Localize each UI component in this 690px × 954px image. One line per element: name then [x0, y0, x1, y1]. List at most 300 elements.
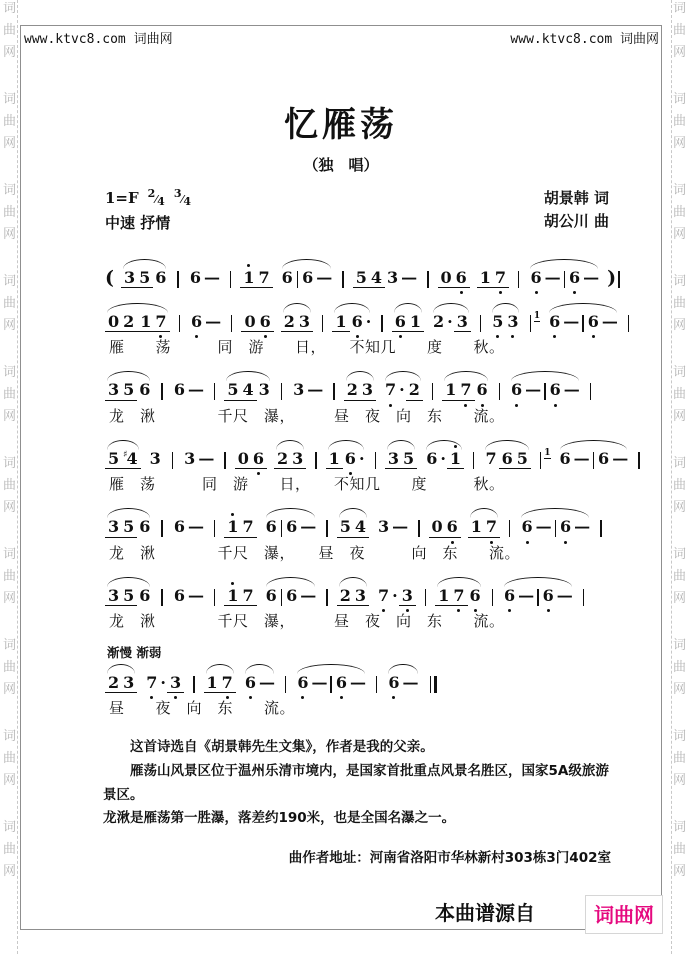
- slur-group: [281, 301, 313, 332]
- note-group: [188, 257, 221, 287]
- barline: [555, 520, 556, 537]
- note: 6: [302, 268, 314, 287]
- time-signature: 3⁄4: [173, 187, 191, 208]
- note-group: [427, 662, 437, 693]
- note: 5: [123, 380, 135, 400]
- note: 1: [449, 448, 462, 468]
- note: 1: [335, 311, 347, 331]
- note: 0: [237, 448, 249, 468]
- slur-group: [243, 662, 276, 692]
- note: 6: [351, 311, 363, 331]
- note: 0: [108, 311, 120, 331]
- note-group: [430, 369, 435, 400]
- note: 1: [140, 311, 152, 331]
- duration-dash: —: [563, 311, 580, 331]
- slur-group: [264, 506, 318, 537]
- watermark-text: 词 曲 网: [2, 820, 16, 879]
- note-group: [373, 438, 378, 469]
- beam-group: [281, 313, 313, 332]
- slur-group: [280, 257, 334, 288]
- beam-group: [337, 518, 369, 537]
- note: 6: [521, 517, 533, 537]
- dot-of-prolongation: ·: [392, 585, 398, 605]
- dot-of-prolongation: ·: [399, 380, 405, 400]
- note-group: [324, 506, 329, 537]
- watermark-text: 词 曲 网: [2, 638, 16, 697]
- watermark-text: 词 曲 网: [672, 820, 686, 879]
- note: 3: [124, 268, 136, 287]
- note: 5: [339, 517, 351, 537]
- music-system: [105, 369, 617, 425]
- lyrics-line: 雁 荡 同 游 日， 不知几 度 秋。: [109, 338, 505, 357]
- note: 3: [258, 380, 270, 400]
- slur-group: [558, 438, 630, 469]
- note: 3: [293, 380, 305, 400]
- note-group: [159, 369, 164, 400]
- note-group: [538, 438, 551, 469]
- barline: [231, 315, 232, 332]
- note-group: [478, 301, 483, 332]
- barline: [326, 520, 327, 537]
- note: 6: [281, 268, 293, 287]
- barline: [492, 589, 493, 606]
- beam-group: [442, 381, 474, 400]
- duration-dash: —: [300, 585, 317, 605]
- note: 6: [155, 268, 167, 287]
- note: 1: [445, 380, 457, 400]
- beam-group: [353, 269, 385, 288]
- note-group: [324, 575, 329, 606]
- slur-group: [332, 301, 372, 332]
- beam-group: [344, 381, 376, 400]
- note: 1: [227, 585, 239, 605]
- music-system: [105, 575, 617, 631]
- note-group: [172, 506, 205, 536]
- watermark-text: 词 曲 网: [672, 547, 686, 606]
- beam-group: [499, 450, 531, 469]
- note: 3: [123, 672, 135, 692]
- watermark-text: 词 曲 网: [672, 638, 686, 697]
- brand-badge[interactable]: 词曲网: [585, 895, 663, 934]
- barline: [473, 452, 474, 469]
- note-group: [228, 257, 233, 288]
- barline: [480, 315, 481, 332]
- duration-dash: —: [535, 517, 552, 537]
- barline: [161, 589, 162, 606]
- duration-dash: —: [525, 380, 542, 400]
- barline: [161, 383, 162, 400]
- beam-group: [105, 381, 137, 400]
- beam-group: [468, 518, 500, 537]
- watermark-text: 词 曲 网: [672, 183, 686, 242]
- note: 6: [469, 585, 481, 605]
- note-group: [212, 506, 217, 537]
- slur-group: [383, 369, 423, 400]
- barline: [583, 589, 584, 606]
- music-score: [105, 257, 629, 718]
- slur-group: [105, 438, 141, 469]
- slur-group: [386, 662, 419, 692]
- note: 6: [265, 585, 277, 605]
- barline: [193, 676, 194, 693]
- barline: [214, 589, 215, 606]
- duration-dash: —: [205, 311, 222, 331]
- barline: [333, 383, 334, 400]
- barline: [425, 589, 426, 606]
- barline: [281, 520, 282, 537]
- note: 5: [492, 311, 504, 331]
- note-group: [159, 506, 164, 537]
- watermark-text: 词 曲 网: [2, 547, 16, 606]
- note: 3: [184, 448, 196, 468]
- beam-group: [435, 587, 467, 606]
- note: 1: [470, 517, 482, 537]
- note: 6: [139, 585, 151, 605]
- beam-group: [240, 269, 272, 288]
- dot-of-prolongation: ·: [160, 672, 166, 692]
- note-group: [177, 301, 182, 332]
- barline: [376, 676, 377, 693]
- beam-group: [224, 381, 256, 400]
- beam-group: [447, 450, 464, 469]
- slur-group: [435, 575, 482, 606]
- beam-group: [105, 518, 137, 537]
- duration-dash: —: [350, 672, 367, 692]
- duration-dash: —: [544, 268, 561, 287]
- note-group: [291, 369, 324, 399]
- header-site-link-left[interactable]: www.ktvc8.com 词曲网: [24, 32, 173, 47]
- note: 7: [485, 448, 497, 468]
- note: 3: [108, 517, 120, 537]
- dot-of-prolongation: ·: [447, 311, 453, 331]
- duration-dash: —: [187, 517, 204, 537]
- note: ♯4: [123, 448, 138, 468]
- note: 1: [438, 585, 450, 605]
- note-group: [379, 301, 384, 332]
- slur-group: [392, 301, 424, 332]
- note: 6: [455, 268, 467, 287]
- duration-dash: —: [601, 311, 618, 331]
- note-group: [159, 575, 164, 606]
- song-subtitle: （独 唱）: [303, 156, 379, 174]
- duration-dash: —: [518, 585, 535, 605]
- barline: [230, 271, 231, 288]
- note: 6: [549, 311, 561, 331]
- paren: ): [607, 267, 617, 289]
- note-group: [170, 438, 175, 469]
- note: 5: [516, 448, 528, 468]
- note-group: [416, 506, 421, 537]
- barline: [281, 383, 282, 400]
- music-line: [105, 506, 617, 537]
- note-group: [423, 575, 428, 606]
- note: 6: [501, 448, 513, 468]
- note: 6: [286, 517, 298, 537]
- note: 2: [339, 585, 351, 605]
- left-dashed-rule: [17, 0, 18, 954]
- note-group: [588, 369, 593, 400]
- note: 0: [244, 311, 256, 331]
- barline: [499, 383, 500, 400]
- beam-group: [477, 269, 509, 288]
- slur-group: [442, 369, 489, 400]
- slur-group: [519, 506, 591, 537]
- paren: (: [105, 267, 114, 289]
- watermark-text: 词 曲 网: [2, 2, 16, 60]
- slur-group: [295, 662, 367, 693]
- beam-group: [137, 313, 169, 332]
- watermark-column-right: [672, 2, 687, 954]
- beam-group: [204, 674, 236, 693]
- note: 6: [173, 380, 185, 400]
- note: 7: [155, 311, 167, 331]
- composer-credit: 胡公川 曲: [543, 211, 609, 230]
- duration-dash: —: [556, 585, 573, 605]
- beam-group: [235, 450, 267, 469]
- beam-group: [392, 313, 424, 332]
- note: 0: [440, 268, 452, 287]
- note-group: [172, 369, 205, 399]
- note-group: [222, 438, 227, 469]
- note: 7: [377, 585, 390, 605]
- barline: [418, 520, 419, 537]
- note: 5: [123, 517, 135, 537]
- meta-right: [544, 187, 609, 233]
- music-system: [105, 257, 617, 289]
- watermark-text: 词 曲 网: [672, 2, 686, 60]
- note-group: [224, 575, 256, 606]
- note: 6: [297, 672, 309, 692]
- note-group: [175, 257, 180, 288]
- barline: [297, 271, 298, 288]
- barline: [326, 589, 327, 606]
- note: 4: [242, 380, 254, 400]
- tempo-marking: 中速 抒情: [105, 214, 171, 232]
- slur-group: [337, 575, 369, 606]
- note: 1: [409, 311, 421, 331]
- watermark-text: 词 曲 网: [672, 274, 686, 333]
- barline: [281, 589, 282, 606]
- watermark-text: 词 曲 网: [2, 729, 16, 788]
- note-group: [144, 662, 184, 693]
- dot-of-prolongation: ·: [358, 448, 365, 468]
- note: 3: [507, 311, 519, 331]
- note: 3: [361, 380, 373, 400]
- note-group: [376, 575, 416, 606]
- note: 6: [559, 448, 571, 468]
- beam-group: [337, 587, 369, 606]
- duration-dash: —: [203, 268, 220, 287]
- music-line: [105, 575, 617, 606]
- beam-group: [121, 269, 153, 288]
- barline: [590, 383, 591, 400]
- note: 1: [479, 268, 491, 287]
- duration-dash: —: [401, 268, 418, 287]
- note: 6: [568, 268, 581, 287]
- duration-dash: —: [573, 448, 590, 468]
- beam-group: [406, 381, 423, 400]
- note: 6: [286, 585, 298, 605]
- slur-group: [121, 257, 168, 288]
- note-group: [516, 257, 521, 288]
- note-group: [581, 575, 586, 606]
- beam-group: [241, 313, 273, 332]
- note-group: [241, 301, 273, 332]
- lyrics-line: 雁 荡 同 游 日， 不知几 度 秋。: [109, 475, 505, 494]
- duration-dash: —: [300, 517, 317, 537]
- note: 5: [355, 268, 367, 287]
- watermark-text: 词 曲 网: [2, 456, 16, 515]
- note-group: [477, 257, 509, 288]
- header-site-link-right[interactable]: www.ktvc8.com 词曲网: [510, 32, 659, 47]
- note-group: [240, 257, 272, 288]
- barline: [214, 520, 215, 537]
- note-group: [229, 301, 234, 332]
- slur-group: [274, 438, 306, 469]
- slur-group: [105, 575, 152, 606]
- note-group: [191, 662, 196, 693]
- note: 7: [485, 517, 498, 537]
- barline: [285, 676, 286, 693]
- duration-dash: —: [258, 672, 275, 692]
- note: 5: [403, 448, 415, 468]
- barline: [224, 452, 225, 469]
- tempo-label: 渐慢 渐弱: [107, 644, 162, 660]
- barline: [509, 520, 510, 537]
- slur-group: [337, 506, 369, 537]
- time-signatures: [139, 189, 191, 207]
- note: 5: [227, 380, 239, 400]
- music-line: [105, 257, 617, 289]
- slur-group: [431, 301, 471, 332]
- note: 6: [511, 380, 523, 400]
- note: 3: [377, 517, 390, 537]
- note-group: [636, 438, 641, 469]
- barline: [544, 383, 545, 400]
- barline: [342, 271, 343, 288]
- note: 3: [386, 268, 399, 287]
- note-group: [507, 506, 512, 537]
- duration-dash: —: [311, 672, 328, 692]
- note: 5: [139, 268, 151, 287]
- note: 6: [259, 311, 271, 331]
- slur-group: [105, 662, 137, 693]
- barline: [537, 589, 538, 606]
- lyrics-line: 昼 夜 向 东 流。: [109, 699, 296, 718]
- barline: [172, 452, 173, 469]
- time-signature: 2⁄4: [147, 187, 165, 208]
- barline: [432, 383, 433, 400]
- watermark-text: 词 曲 网: [2, 183, 16, 242]
- note: 4: [354, 517, 366, 537]
- music-system: [105, 506, 617, 562]
- note: 1: [328, 448, 340, 468]
- note-group: [172, 575, 205, 605]
- slur-group: [502, 575, 574, 606]
- note: 6: [388, 672, 400, 692]
- note: 0: [431, 517, 443, 537]
- barline: [381, 315, 382, 332]
- music-system: [105, 301, 617, 357]
- duration-dash: —: [392, 517, 409, 537]
- dot-of-prolongation: ·: [440, 448, 446, 468]
- notes-block: [103, 736, 611, 870]
- note: 3: [401, 585, 413, 605]
- barline: [330, 676, 331, 693]
- beam-group: [224, 518, 256, 537]
- note-group: [313, 438, 318, 469]
- note: 6: [344, 448, 356, 468]
- note: 6: [173, 517, 185, 537]
- watermark-text: 词 曲 网: [2, 274, 16, 333]
- barline: [540, 452, 541, 469]
- note-group: [528, 301, 541, 332]
- note: 3: [292, 448, 304, 468]
- note-group: [212, 575, 217, 606]
- beam-group: [105, 450, 141, 469]
- watermark-text: 词 曲 网: [672, 92, 686, 151]
- barline: [518, 271, 519, 288]
- barline: [582, 315, 583, 332]
- music-system: [105, 438, 629, 494]
- lyrics-line: 龙 湫 千尺 瀑， 昼 夜 向 东 流。: [109, 543, 521, 562]
- beam-group: [454, 313, 471, 332]
- final-barline: [430, 676, 437, 693]
- note: 3: [456, 311, 468, 331]
- note: 3: [108, 380, 120, 400]
- beam-group: [385, 450, 417, 469]
- note-group: [497, 369, 502, 400]
- note: 3: [354, 585, 366, 605]
- duration-dash: —: [574, 517, 591, 537]
- source-label: 本曲谱源自: [435, 901, 535, 925]
- slur-group: [105, 301, 170, 332]
- note: 6: [530, 268, 542, 287]
- barline: [593, 452, 594, 469]
- beam-group: [429, 518, 461, 537]
- duration-dash: —: [187, 380, 204, 400]
- note: 6: [139, 517, 151, 537]
- note: 5: [123, 585, 135, 605]
- barline: [322, 315, 323, 332]
- note-group: [279, 369, 284, 400]
- note: 5: [108, 448, 120, 468]
- beam-group: [105, 313, 137, 332]
- slur-group: [224, 369, 271, 400]
- beam-group: [224, 587, 256, 606]
- barline: [530, 315, 531, 332]
- duration-dash: —: [198, 448, 215, 468]
- meta-row: [21, 187, 661, 233]
- header-bar: [21, 26, 661, 47]
- note-group: [438, 257, 470, 288]
- note: 7: [453, 585, 465, 605]
- note-paragraph-3: 龙湫是雁荡第一胜瀑，落差约190米，也是全国名瀑之一。: [103, 810, 456, 827]
- note: 6: [139, 380, 151, 400]
- slur-group: [344, 369, 376, 400]
- beam-group: [332, 313, 349, 332]
- grace-note: 1: [544, 447, 551, 458]
- note: 7: [384, 380, 397, 400]
- note-paragraph-1: 这首诗选自《胡景韩先生文集》，作者是我的父亲。: [130, 739, 434, 756]
- slur-group: [468, 506, 500, 537]
- slur-group: [509, 369, 581, 400]
- lyrics-line: 龙 湫 千尺 瀑， 昼 夜 向 东 流。: [109, 611, 505, 630]
- slur-group: [483, 438, 530, 469]
- note: 2: [123, 311, 135, 331]
- barline: [161, 520, 162, 537]
- duration-dash: —: [612, 448, 629, 468]
